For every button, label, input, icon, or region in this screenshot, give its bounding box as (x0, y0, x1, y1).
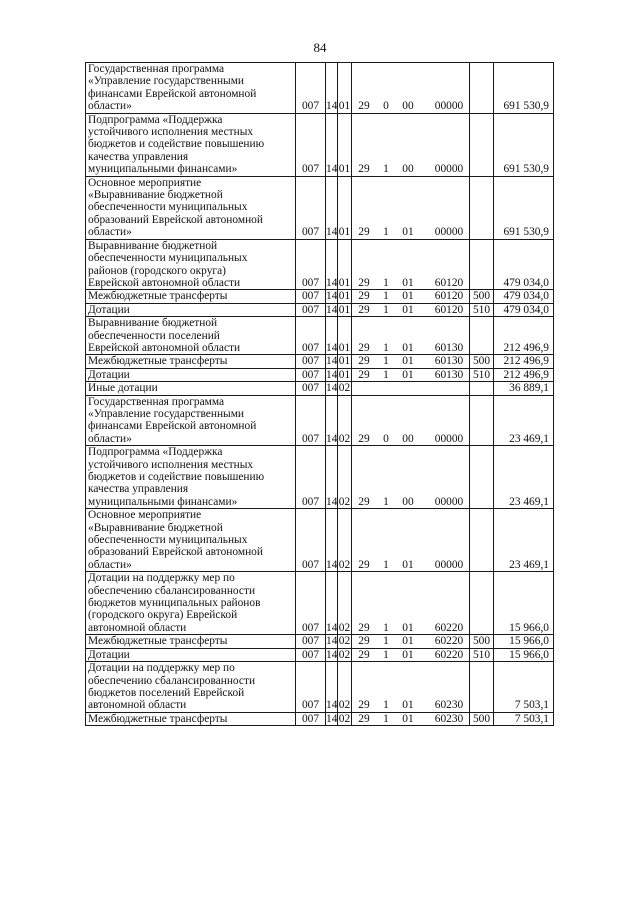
row-name-line: Еврейской автономной области (88, 276, 241, 289)
section-code: 14 (326, 446, 338, 509)
row-name-line: области» (88, 432, 132, 445)
ved-code: 007 (296, 635, 326, 648)
target-article-part: 00000 (434, 432, 464, 445)
section-code: 14 (326, 303, 338, 316)
table-row (86, 572, 554, 635)
row-name (86, 239, 296, 290)
target-article-part: 00 (402, 432, 414, 445)
ved-code: 007 (296, 63, 326, 114)
target-article-part: 60220 (434, 621, 464, 634)
row-name-line: Подпрограмма «Поддержка (88, 446, 223, 459)
amount: 212 496,9 (494, 355, 554, 368)
target-article-code (352, 303, 470, 316)
target-article-part: 01 (402, 341, 414, 354)
target-article-part: 00000 (434, 495, 464, 508)
subsection-code: 02 (338, 572, 352, 635)
table-row (86, 368, 554, 381)
ved-code: 007 (296, 446, 326, 509)
target-article-part: 29 (358, 163, 370, 176)
row-name-line: образований Еврейской автономной (88, 546, 263, 559)
row-name-line: муниципальными финансами» (88, 163, 238, 176)
amount: 23 469,1 (494, 509, 554, 572)
row-name-line: Выравнивание бюджетной (88, 317, 218, 330)
amount: 23 469,1 (494, 395, 554, 446)
target-article-part: 29 (358, 276, 370, 289)
target-article-part: 01 (402, 355, 414, 368)
target-article-code (352, 63, 470, 114)
subsection-code: 01 (338, 176, 352, 239)
target-article-part: 1 (383, 303, 389, 316)
row-name-line: Межбюджетные трансферты (88, 635, 228, 648)
ved-code: 007 (296, 303, 326, 316)
row-name-line: Иные дотации (88, 382, 158, 395)
expense-type-code: 500 (470, 290, 494, 303)
subsection-code: 01 (338, 239, 352, 290)
ved-code: 007 (296, 239, 326, 290)
row-name-line: Межбюджетные трансферты (88, 290, 228, 303)
ved-code: 007 (296, 176, 326, 239)
target-article-part: 01 (402, 368, 414, 381)
target-article-code (352, 355, 470, 368)
target-article-code (352, 648, 470, 661)
ved-code: 007 (296, 113, 326, 176)
row-name (86, 368, 296, 381)
row-name-line: обеспеченности муниципальных (88, 201, 248, 214)
expense-type-code (470, 382, 494, 395)
row-name-line: обеспеченности поселений (88, 329, 220, 342)
subsection-code: 01 (338, 303, 351, 316)
subsection-code: 02 (338, 648, 351, 661)
table-row (86, 317, 554, 355)
row-name-line: Подпрограмма «Поддержка (88, 113, 223, 126)
row-name-line: районов (городского округа) (88, 264, 226, 277)
row-name-line: Дотации (88, 368, 130, 381)
row-name-line: Межбюджетные трансферты (88, 355, 228, 368)
ved-code: 007 (296, 572, 326, 635)
expense-type-code: 500 (470, 712, 494, 725)
ved-code: 007 (296, 662, 326, 713)
amount: 691 530,9 (494, 176, 554, 239)
row-name-line: Дотации на поддержку мер по (88, 572, 235, 585)
target-article-part: 00000 (434, 558, 464, 571)
expense-type-code (470, 113, 494, 176)
target-article-part: 01 (402, 712, 414, 725)
expense-type-code: 500 (470, 355, 494, 368)
target-article-part: 1 (383, 635, 389, 648)
expense-type-code (470, 662, 494, 713)
ved-code: 007 (296, 290, 326, 303)
row-name (86, 303, 296, 316)
target-article-code (352, 317, 470, 355)
row-name-line: финансами Еврейской автономной (88, 87, 257, 100)
target-article-part: 60130 (434, 341, 464, 354)
target-article-part: 00 (402, 495, 414, 508)
expense-type-code (470, 509, 494, 572)
amount: 23 469,1 (494, 446, 554, 509)
target-article-part: 29 (358, 355, 370, 368)
table-row (86, 509, 554, 572)
target-article-part: 1 (383, 621, 389, 634)
amount: 479 034,0 (494, 239, 554, 290)
expense-type-code (470, 395, 494, 446)
target-article-part: 60130 (434, 368, 464, 381)
budget-table (85, 62, 554, 726)
target-article-part: 29 (358, 621, 370, 634)
row-name-line: «Управление государственными (88, 407, 245, 420)
row-name-line: обеспечению сбалансированности (88, 584, 256, 597)
row-name-line: устойчивого исполнения местных (88, 458, 254, 471)
target-article-part: 1 (383, 495, 389, 508)
row-name (86, 572, 296, 635)
ved-code: 007 (296, 395, 326, 446)
target-article-part: 00000 (434, 226, 464, 239)
section-code: 14 (326, 635, 338, 648)
section-code: 14 (326, 113, 338, 176)
target-article-part: 1 (383, 558, 389, 571)
target-article-part: 29 (358, 495, 370, 508)
row-name-line: обеспеченности муниципальных (88, 252, 248, 265)
row-name-line: Выравнивание бюджетной (88, 239, 218, 252)
row-name-line: Межбюджетные трансферты (88, 712, 228, 725)
subsection-code: 02 (338, 382, 351, 395)
target-article-part: 01 (402, 276, 414, 289)
target-article-part: 1 (383, 699, 389, 712)
section-code: 14 (326, 382, 338, 395)
target-article-code (352, 239, 470, 290)
section-code: 14 (326, 572, 338, 635)
target-article-part: 1 (383, 276, 389, 289)
target-article-part: 60230 (434, 699, 464, 712)
row-name (86, 446, 296, 509)
row-name-line: автономной области (88, 621, 187, 634)
target-article-part: 29 (358, 290, 370, 303)
target-article-part: 1 (383, 290, 389, 303)
row-name (86, 635, 296, 648)
amount: 691 530,9 (494, 63, 554, 114)
target-article-code (352, 382, 470, 395)
row-name-line: Государственная программа (88, 395, 225, 408)
expense-type-code (470, 63, 494, 114)
expense-type-code: 510 (470, 648, 494, 661)
target-article-code (352, 662, 470, 713)
table-row (86, 239, 554, 290)
section-code: 14 (326, 395, 338, 446)
row-name-line: Дотации на поддержку мер по (88, 662, 235, 675)
amount: 212 496,9 (494, 368, 554, 381)
table-row (86, 395, 554, 446)
target-article-code (352, 509, 470, 572)
amount: 7 503,1 (494, 662, 554, 713)
table-row (86, 712, 554, 725)
section-code: 14 (326, 176, 338, 239)
target-article-part: 60220 (434, 648, 464, 661)
subsection-code: 01 (338, 355, 351, 368)
subsection-code: 02 (338, 635, 351, 648)
target-article-part: 0 (383, 100, 389, 113)
expense-type-code: 510 (470, 303, 494, 316)
table-row (86, 648, 554, 661)
target-article-part: 60120 (434, 303, 464, 316)
amount: 479 034,0 (494, 290, 554, 303)
target-article-part: 01 (402, 648, 414, 661)
subsection-code: 01 (338, 368, 351, 381)
row-name-line: «Управление государственными (88, 75, 245, 88)
ved-code: 007 (296, 382, 326, 395)
subsection-code: 01 (338, 290, 351, 303)
target-article-part: 00 (402, 163, 414, 176)
target-article-part: 01 (402, 303, 414, 316)
table-row (86, 355, 554, 368)
target-article-code (352, 712, 470, 725)
target-article-part: 01 (402, 226, 414, 239)
section-code: 14 (326, 712, 338, 725)
subsection-code: 02 (338, 446, 352, 509)
row-name-line: качества управления (88, 483, 189, 496)
target-article-part: 01 (402, 621, 414, 634)
row-name-line: области» (88, 558, 132, 571)
row-name-line: бюджетов муниципальных районов (88, 597, 261, 610)
amount: 7 503,1 (494, 712, 554, 725)
row-name-line: муниципальными финансами» (88, 495, 238, 508)
row-name (86, 712, 296, 725)
amount: 212 496,9 (494, 317, 554, 355)
section-code: 14 (326, 368, 338, 381)
row-name-line: обеспечению сбалансированности (88, 674, 256, 687)
ved-code: 007 (296, 368, 326, 381)
table-row (86, 446, 554, 509)
target-article-part: 00000 (434, 163, 464, 176)
row-name-line: Еврейской автономной области (88, 341, 241, 354)
row-name-line: области» (88, 100, 132, 113)
row-name (86, 317, 296, 355)
target-article-code (352, 572, 470, 635)
amount: 15 966,0 (494, 648, 554, 661)
target-article-part: 01 (402, 290, 414, 303)
target-article-part: 1 (383, 341, 389, 354)
ved-code: 007 (296, 509, 326, 572)
table-row (86, 635, 554, 648)
subsection-code: 02 (338, 395, 352, 446)
table-row (86, 176, 554, 239)
row-name-line: Дотации (88, 648, 130, 661)
amount: 36 889,1 (494, 382, 554, 395)
target-article-part: 60230 (434, 712, 464, 725)
row-name-line: «Выравнивание бюджетной (88, 521, 223, 534)
amount: 479 034,0 (494, 303, 554, 316)
row-name-line: бюджетов поселений Еврейской (88, 686, 245, 699)
amount: 15 966,0 (494, 572, 554, 635)
section-code: 14 (326, 355, 338, 368)
row-name (86, 382, 296, 395)
target-article-part: 1 (383, 368, 389, 381)
subsection-code: 01 (338, 113, 352, 176)
target-article-part: 29 (358, 368, 370, 381)
target-article-part: 29 (358, 341, 370, 354)
row-name (86, 355, 296, 368)
target-article-code (352, 113, 470, 176)
target-article-part: 60120 (434, 276, 464, 289)
row-name-line: (городского округа) Еврейской (88, 609, 238, 622)
expense-type-code (470, 176, 494, 239)
table-body (86, 63, 554, 726)
target-article-part: 01 (402, 635, 414, 648)
table-row (86, 113, 554, 176)
target-article-part: 29 (358, 712, 370, 725)
ved-code: 007 (296, 355, 326, 368)
target-article-part: 0 (383, 432, 389, 445)
expense-type-code (470, 446, 494, 509)
target-article-part: 01 (402, 558, 414, 571)
section-code: 14 (326, 63, 338, 114)
subsection-code: 02 (338, 662, 352, 713)
amount: 15 966,0 (494, 635, 554, 648)
target-article-part: 29 (358, 226, 370, 239)
target-article-code (352, 395, 470, 446)
target-article-part: 29 (358, 303, 370, 316)
subsection-code: 02 (338, 712, 351, 725)
row-name-line: образований Еврейской автономной (88, 213, 263, 226)
target-article-part: 60120 (434, 290, 464, 303)
table-row (86, 63, 554, 114)
target-article-part: 1 (383, 163, 389, 176)
target-article-code (352, 290, 470, 303)
target-article-part: 29 (358, 558, 370, 571)
ved-code: 007 (296, 317, 326, 355)
target-article-part: 60220 (434, 635, 464, 648)
table-row (86, 303, 554, 316)
page-number: 84 (313, 40, 327, 55)
section-code: 14 (326, 317, 338, 355)
target-article-code (352, 176, 470, 239)
subsection-code: 01 (338, 317, 352, 355)
row-name-line: Дотации (88, 303, 130, 316)
row-name-line: Государственная программа (88, 63, 225, 75)
row-name-line: бюджетов и содействие повышению (88, 138, 265, 151)
target-article-part: 1 (383, 355, 389, 368)
expense-type-code: 510 (470, 368, 494, 381)
section-code: 14 (326, 239, 338, 290)
expense-type-code (470, 239, 494, 290)
expense-type-code: 500 (470, 635, 494, 648)
ved-code: 007 (296, 712, 326, 725)
target-article-part: 29 (358, 635, 370, 648)
row-name-line: области» (88, 226, 132, 239)
row-name-line: автономной области (88, 699, 187, 712)
target-article-part: 00 (402, 100, 414, 113)
row-name (86, 395, 296, 446)
target-article-part: 29 (358, 699, 370, 712)
row-name-line: обеспеченности муниципальных (88, 534, 248, 547)
row-name (86, 662, 296, 713)
target-article-part: 60130 (434, 355, 464, 368)
target-article-part: 1 (383, 648, 389, 661)
expense-type-code (470, 317, 494, 355)
target-article-part: 29 (358, 432, 370, 445)
target-article-code (352, 368, 470, 381)
row-name-line: устойчивого исполнения местных (88, 126, 254, 139)
table-row (86, 662, 554, 713)
section-code: 14 (326, 290, 338, 303)
ved-code: 007 (296, 648, 326, 661)
target-article-part: 00000 (434, 100, 464, 113)
target-article-part: 29 (358, 100, 370, 113)
section-code: 14 (326, 662, 338, 713)
amount: 691 530,9 (494, 113, 554, 176)
row-name-line: Основное мероприятие (88, 176, 202, 189)
table-row (86, 382, 554, 395)
target-article-part: 01 (402, 699, 414, 712)
target-article-code (352, 635, 470, 648)
row-name-line: «Выравнивание бюджетной (88, 189, 223, 202)
subsection-code: 01 (338, 63, 352, 114)
row-name-line: финансами Еврейской автономной (88, 420, 257, 433)
row-name (86, 176, 296, 239)
row-name (86, 63, 296, 114)
target-article-part: 1 (383, 226, 389, 239)
row-name (86, 509, 296, 572)
row-name (86, 113, 296, 176)
row-name-line: Основное мероприятие (88, 509, 202, 522)
row-name (86, 648, 296, 661)
section-code: 14 (326, 648, 338, 661)
row-name-line: бюджетов и содействие повышению (88, 471, 265, 483)
target-article-code (352, 446, 470, 509)
row-name (86, 290, 296, 303)
row-name-line: качества управления (88, 150, 189, 163)
target-article-part: 1 (383, 712, 389, 725)
section-code: 14 (326, 509, 338, 572)
table-row (86, 290, 554, 303)
expense-type-code (470, 572, 494, 635)
target-article-part: 29 (358, 648, 370, 661)
subsection-code: 02 (338, 509, 352, 572)
